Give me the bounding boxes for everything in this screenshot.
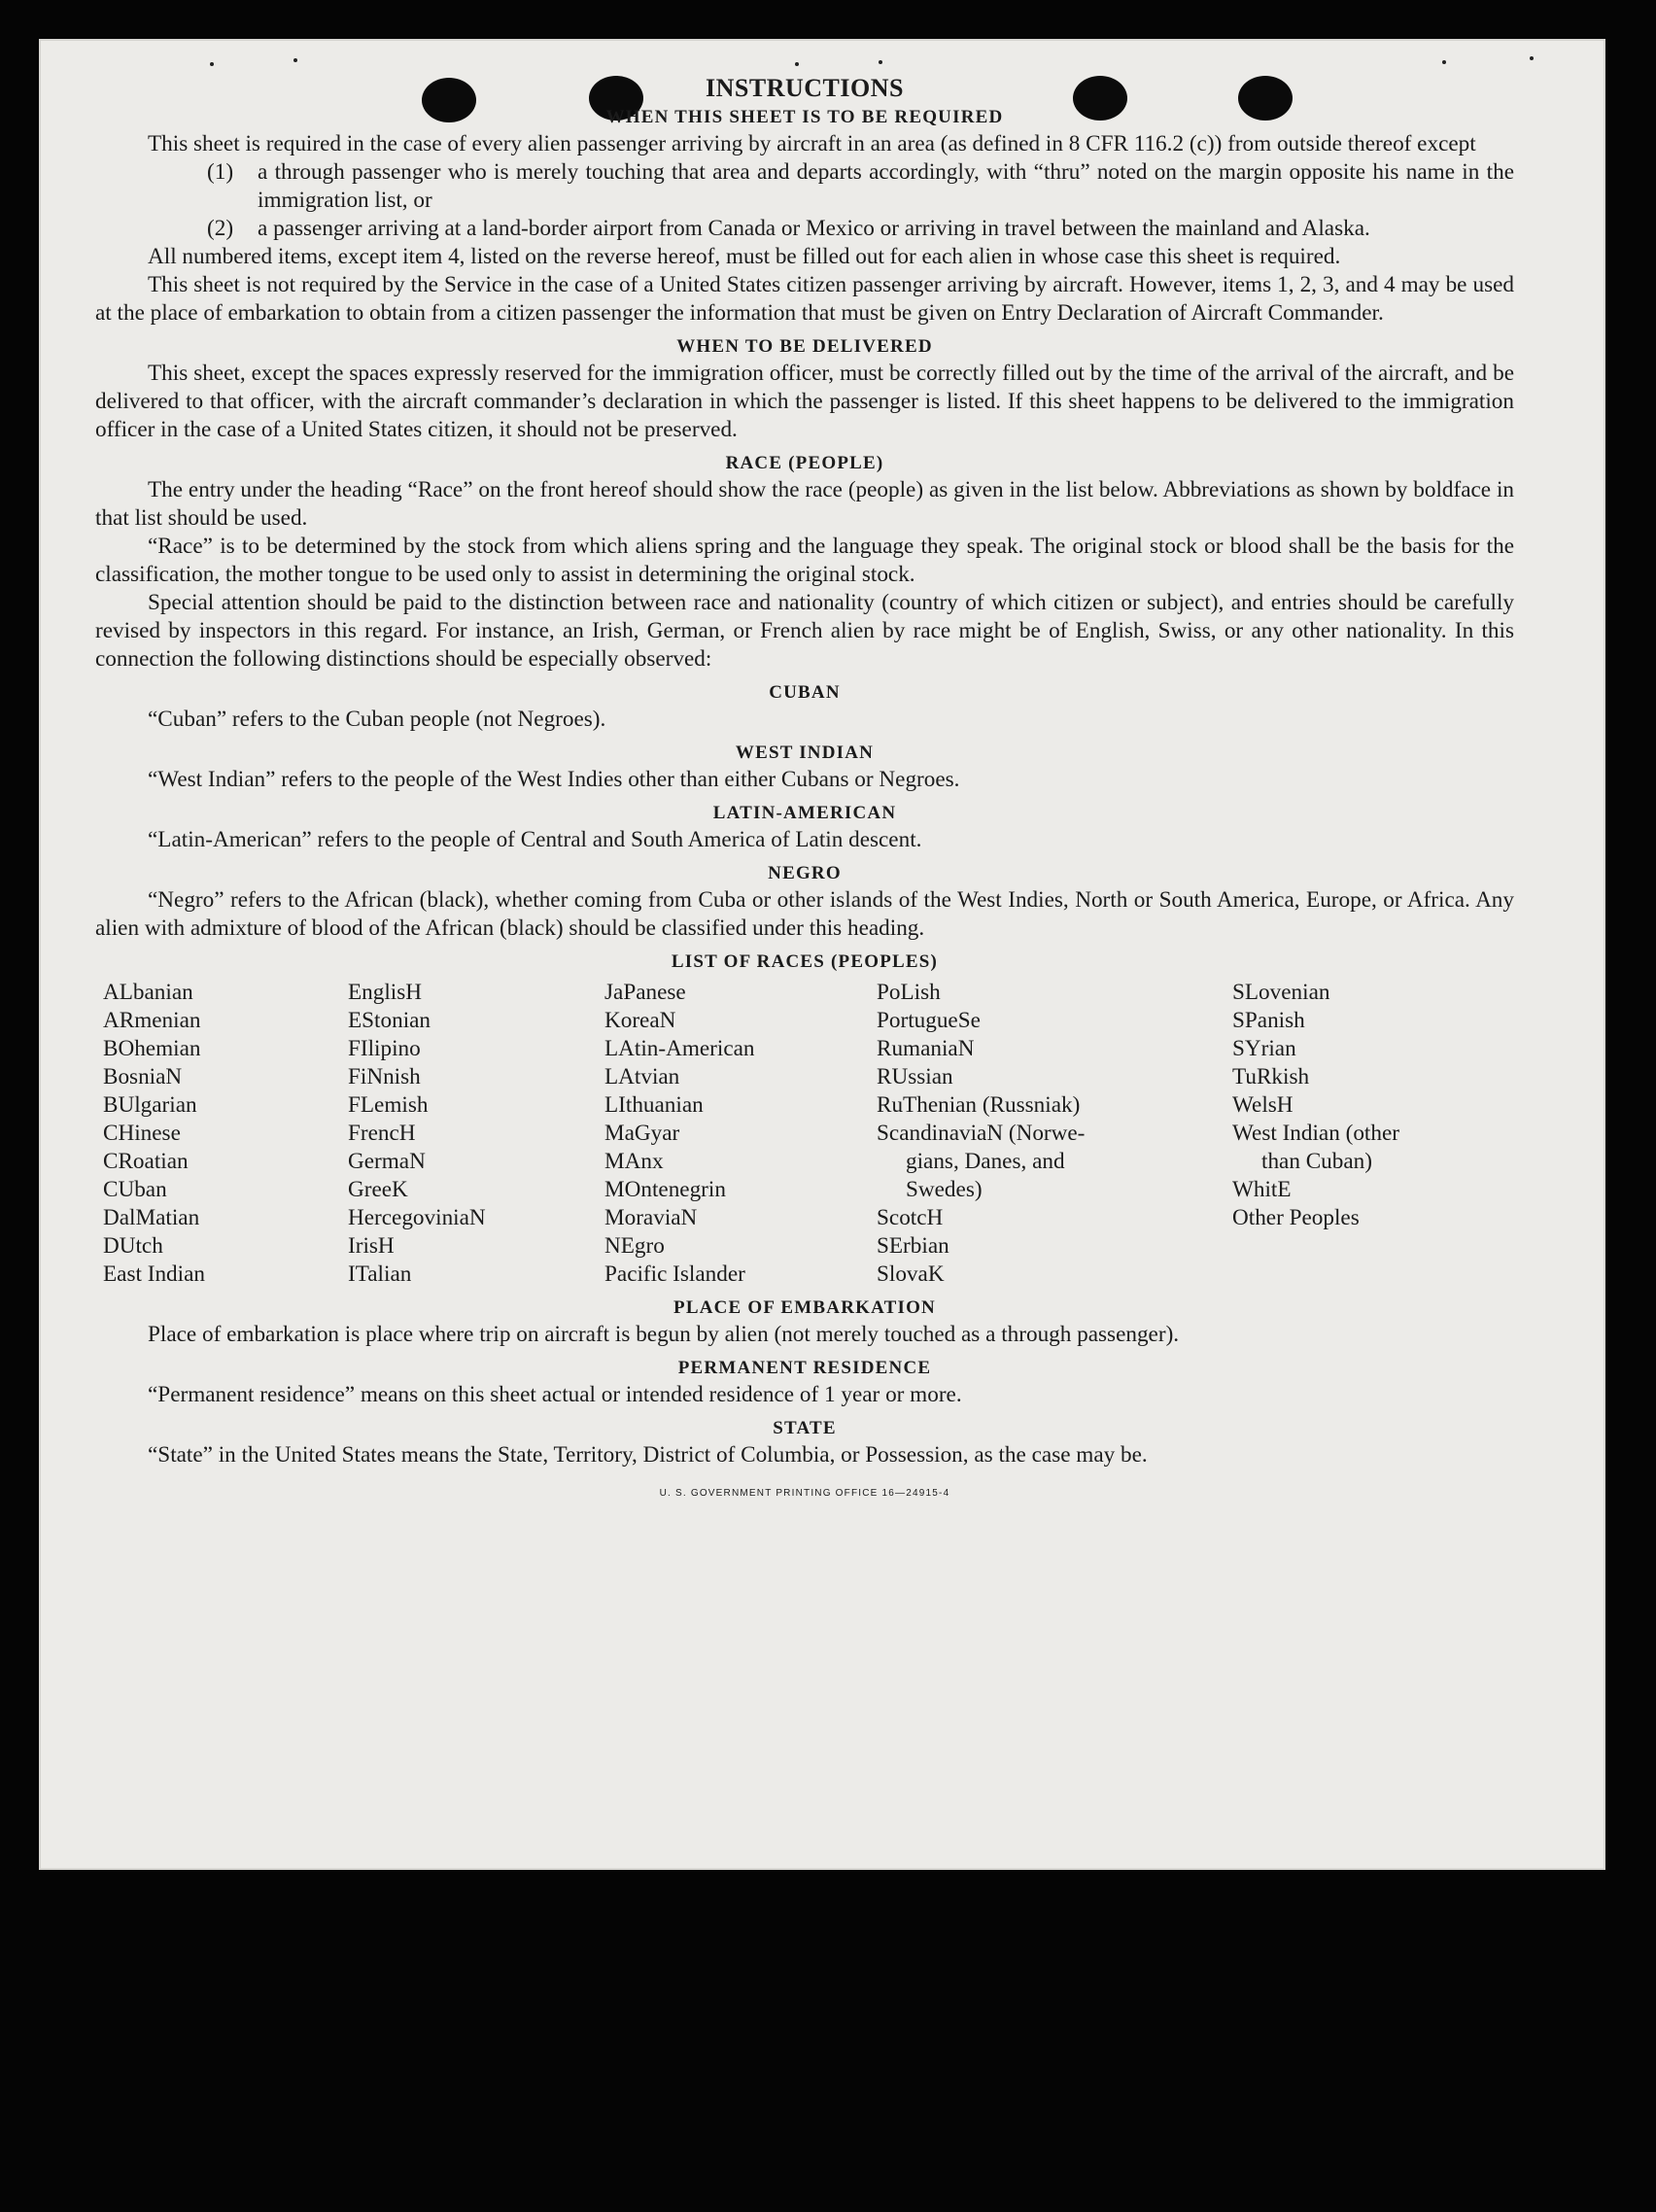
race-entry: WhitE [1232, 1177, 1292, 1202]
race-column [103, 979, 348, 1289]
race-entry: RUssian [877, 1064, 953, 1089]
race-entry: CRoatian [103, 1149, 189, 1174]
heading-list-of-races: LIST OF RACES (PEOPLES) [671, 951, 939, 972]
race-column [1232, 979, 1504, 1289]
race-entry: WelsH [1232, 1092, 1294, 1118]
race-entry: KoreaN [604, 1008, 676, 1033]
race-entry: GreeK [348, 1177, 408, 1202]
race-para3: Special attention should be paid to the distinction between race and nationality (country of which citizen or subject), and entries should be carefully revised by inspectors in this regard. For instance, an Irish, German, or French alien by race might be of English, Swiss, or any other nationality. In this connection the following distinctions should be especially observed: [95, 590, 1514, 672]
exception-item [95, 158, 1514, 215]
race-entry: PortugueSe [877, 1008, 981, 1033]
race-entry: East Indian [103, 1262, 205, 1287]
race-para1: The entry under the heading “Race” on the front hereof should show the race (people) as given in the list below. Abbreviations as shown by boldface in that list should be used. [95, 477, 1514, 531]
race-entry: West Indian (other [1232, 1121, 1399, 1146]
heading-negro: NEGRO [768, 863, 842, 883]
speck [795, 62, 799, 66]
race-entry: JaPanese [604, 980, 686, 1005]
race-entry: IrisH [348, 1233, 395, 1259]
negro-text: “Negro” refers to the African (black), whether coming from Cuba or other islands of the West Indies, North or South America, Europe, or Africa. Any alien with admixture of blood of the African (black) should be classified under this heading. [95, 887, 1514, 941]
race-entry: RuThenian (Russniak) [877, 1092, 1081, 1118]
race-entry: DUtch [103, 1233, 163, 1259]
race-entry: EStonian [348, 1008, 431, 1033]
when-required-intro: This sheet is required in the case of every alien passenger arriving by aircraft in an area (as defined in 8 CFR 116.2 (c)) from outside thereof except [148, 131, 1476, 156]
race-entry: LIthuanian [604, 1092, 704, 1118]
race-entry: RumaniaN [877, 1036, 975, 1061]
latin-american-text: “Latin-American” refers to the people of Central and South America of Latin descent. [148, 827, 922, 852]
heading-state: STATE [773, 1418, 837, 1438]
heading-place-of-embarkation: PLACE OF EMBARKATION [673, 1297, 936, 1318]
permanent-residence-text: “Permanent residence” means on this sheet actual or intended residence of 1 year or more. [148, 1382, 962, 1407]
race-entry-continued: Swedes) [906, 1177, 983, 1202]
speck [879, 60, 882, 64]
printer-imprint: U. S. GOVERNMENT PRINTING OFFICE 16—24915-4 [659, 1488, 950, 1499]
speck [1530, 56, 1534, 60]
race-entry: FrencH [348, 1121, 416, 1146]
race-entry: LAtvian [604, 1064, 680, 1089]
race-entry: BosniaN [103, 1064, 183, 1089]
when-required-para3: This sheet is not required by the Service in the case of a United States citizen passenger arriving by aircraft. However, items 1, 2, 3, and 4 may be used at the place of embarkation to obtain from a citizen passenger the information that must be given on Entry Declaration of Aircraft Commander. [95, 272, 1514, 326]
heading-race: RACE (PEOPLE) [725, 453, 884, 473]
when-delivered-text: This sheet, except the spaces expressly reserved for the immigration officer, must be correctly filled out by the time of the arrival of the aircraft, and be delivered to that officer, with the aircraft commander’s declaration in which the passenger is listed. If this sheet happens to be delivered to the immigration officer in the case of a United States citizen, it should not be preserved. [95, 361, 1514, 442]
race-entry: MaGyar [604, 1121, 680, 1146]
race-entry: MoraviaN [604, 1205, 698, 1230]
speck [293, 58, 297, 62]
race-entry: CUban [103, 1177, 167, 1202]
place-of-embarkation-text: Place of embarkation is place where trip on aircraft is begun by alien (not merely touched as a through passenger). [148, 1322, 1180, 1347]
race-para2: “Race” is to be determined by the stock from which aliens spring and the language they speak. The original stock or blood shall be the basis for the classification, the mother tongue to be used only to assist in determining the original stock. [95, 534, 1514, 587]
race-entry: Pacific Islander [604, 1262, 745, 1287]
speck [1442, 60, 1446, 64]
race-entry: FIlipino [348, 1036, 421, 1061]
race-entry: ITalian [348, 1262, 412, 1287]
race-entry: LAtin-American [604, 1036, 755, 1061]
race-entry: CHinese [103, 1121, 181, 1146]
race-entry: ScotcH [877, 1205, 944, 1230]
exception-number: (2) [207, 216, 234, 241]
heading-permanent-residence: PERMANENT RESIDENCE [677, 1358, 932, 1378]
race-entry: ScandinaviaN (Norwe- [877, 1121, 1086, 1146]
race-entry: SLovenian [1232, 980, 1330, 1005]
race-column [604, 979, 877, 1289]
race-entry: ALbanian [103, 980, 193, 1005]
heading-when-delivered: WHEN TO BE DELIVERED [676, 336, 933, 357]
race-entry: BOhemian [103, 1036, 201, 1061]
heading-latin-american: LATIN-AMERICAN [712, 803, 897, 823]
race-entry: BUlgarian [103, 1092, 197, 1118]
state-text: “State” in the United States means the State, Territory, District of Columbia, or Possession, as the case may be. [148, 1442, 1148, 1468]
heading-cuban: CUBAN [769, 682, 841, 703]
west-indian-text: “West Indian” refers to the people of the West Indies other than either Cubans or Negroes. [148, 767, 960, 792]
race-entry: MAnx [604, 1149, 664, 1174]
race-column [877, 979, 1232, 1289]
race-entry: NEgro [604, 1233, 665, 1259]
speck [210, 62, 214, 66]
race-entry: HercegoviniaN [348, 1205, 486, 1230]
race-entry: SErbian [877, 1233, 949, 1259]
race-entry: GermaN [348, 1149, 426, 1174]
race-entry: SYrian [1232, 1036, 1296, 1061]
race-entry: EnglisH [348, 980, 423, 1005]
race-entry-continued: gians, Danes, and [906, 1149, 1065, 1174]
exception-text: a passenger arriving at a land-border airport from Canada or Mexico or arriving in travel between the mainland and Alaska. [258, 216, 1370, 241]
race-entry: TuRkish [1232, 1064, 1310, 1089]
race-entry: SPanish [1232, 1008, 1305, 1033]
page-title: INSTRUCTIONS [706, 74, 904, 102]
race-entry: FiNnish [348, 1064, 421, 1089]
exception-text: a through passenger who is merely touching that area and departs accordingly, with “thru” noted on the margin opposite his name in the immigration list, or [258, 159, 1514, 213]
race-entry: FLemish [348, 1092, 429, 1118]
race-entry: PoLish [877, 980, 941, 1005]
race-column [348, 979, 604, 1289]
race-list [103, 979, 1514, 1289]
race-entry: MOntenegrin [604, 1177, 726, 1202]
heading-west-indian: WEST INDIAN [735, 743, 875, 763]
race-entry: ARmenian [103, 1008, 201, 1033]
when-required-para2: All numbered items, except item 4, listed on the reverse hereof, must be filled out for each alien in whose case this sheet is required. [148, 244, 1341, 269]
exception-item [95, 215, 1514, 243]
race-entry: DalMatian [103, 1205, 200, 1230]
race-entry: SlovaK [877, 1262, 945, 1287]
cuban-text: “Cuban” refers to the Cuban people (not Negroes). [148, 707, 606, 732]
heading-when-required: WHEN THIS SHEET IS TO BE REQUIRED [605, 107, 1004, 127]
exception-number: (1) [207, 159, 234, 185]
instructions-content [95, 74, 1514, 1507]
race-entry: Other Peoples [1232, 1205, 1360, 1230]
race-entry-continued: than Cuban) [1261, 1149, 1372, 1174]
